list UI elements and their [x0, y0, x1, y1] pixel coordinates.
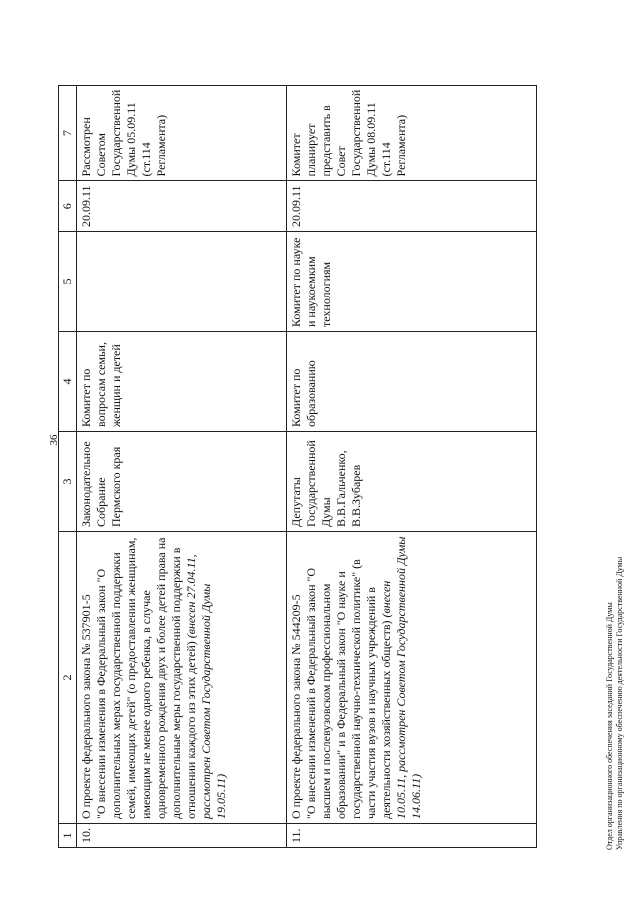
review-date: 20.09.11: [287, 181, 537, 232]
review-date: 20.09.11: [77, 181, 287, 232]
responsible-committee: Комитет по образованию: [287, 332, 537, 432]
bill-description: [77, 532, 287, 824]
footer: [605, 557, 625, 850]
co-committee: [77, 232, 287, 332]
footer-line-2: Управления по организационному обеспечению деятельности Государственной Думы: [615, 556, 624, 850]
co-committee: Комитет по науке и наукоемким технологиям: [287, 232, 537, 332]
col-header-5: 5: [59, 232, 77, 332]
col-header-3: 3: [59, 432, 77, 532]
responsible-committee: Комитет по вопросам семьи, женщин и детей: [77, 332, 287, 432]
bill-note: (внесен 27.04.11, рассмотрен Советом Государственной Думы 19.05.11): [184, 554, 228, 819]
bill-status: Рассмотрен Советом Государственной Думы 05.09.11 (ст.114 Регламента): [77, 85, 287, 181]
bill-description: [287, 532, 537, 824]
bill-note: (внесен 10.05.11, рассмотрен Советом Государственной Думы 14.06.11): [379, 536, 423, 819]
rotated-page: [30, 0, 630, 860]
bill-body: "О внесении изменения в Федеральный закон "О дополнительных мерах государственной поддержки семей, имеющих детей" (о предоставлении женщинам, имеющим не менее одного ребенка, в случае одновременного рождения двух и более детей права на дополнительные меры государственной поддержки в отношении каждого из этих детей): [94, 537, 198, 819]
col-header-1: 1: [59, 824, 77, 848]
table-row: [287, 85, 537, 847]
bill-body: "О внесении изменений в Федеральный закон "О высшем и послевузовском профессиональном образовании" и в Федеральный закон "О науке и государственной научно-технической политике" (в части участия вузов и научных учреждений в деятельности хозяйственных обществ): [304, 559, 393, 819]
row-number: 10.: [77, 824, 287, 848]
header-row: [59, 85, 77, 847]
bill-author: Депутаты Государственной Думы В.В.Гальченко, В.В.Зубарев: [287, 432, 537, 532]
col-header-4: 4: [59, 332, 77, 432]
footer-line-1: Отдел организационного обеспечения заседаний Государственной Думы: [605, 602, 614, 850]
bill-title: О проекте федерального закона № 544209-5: [289, 594, 303, 819]
bill-status: Комитет планирует представить в Совет Государственной Думы 08.09.11 (ст.114 Регламента): [287, 85, 537, 181]
agenda-table: [58, 85, 537, 848]
row-number: 11.: [287, 824, 537, 848]
col-header-2: 2: [59, 532, 77, 824]
col-header-7: 7: [59, 85, 77, 181]
bill-title: О проекте федерального закона № 537901-5: [79, 594, 93, 819]
page-number: 36: [48, 434, 60, 446]
bill-author: Законодательное Собрание Пермского края: [77, 432, 287, 532]
col-header-6: 6: [59, 181, 77, 232]
table-row: [77, 85, 287, 847]
